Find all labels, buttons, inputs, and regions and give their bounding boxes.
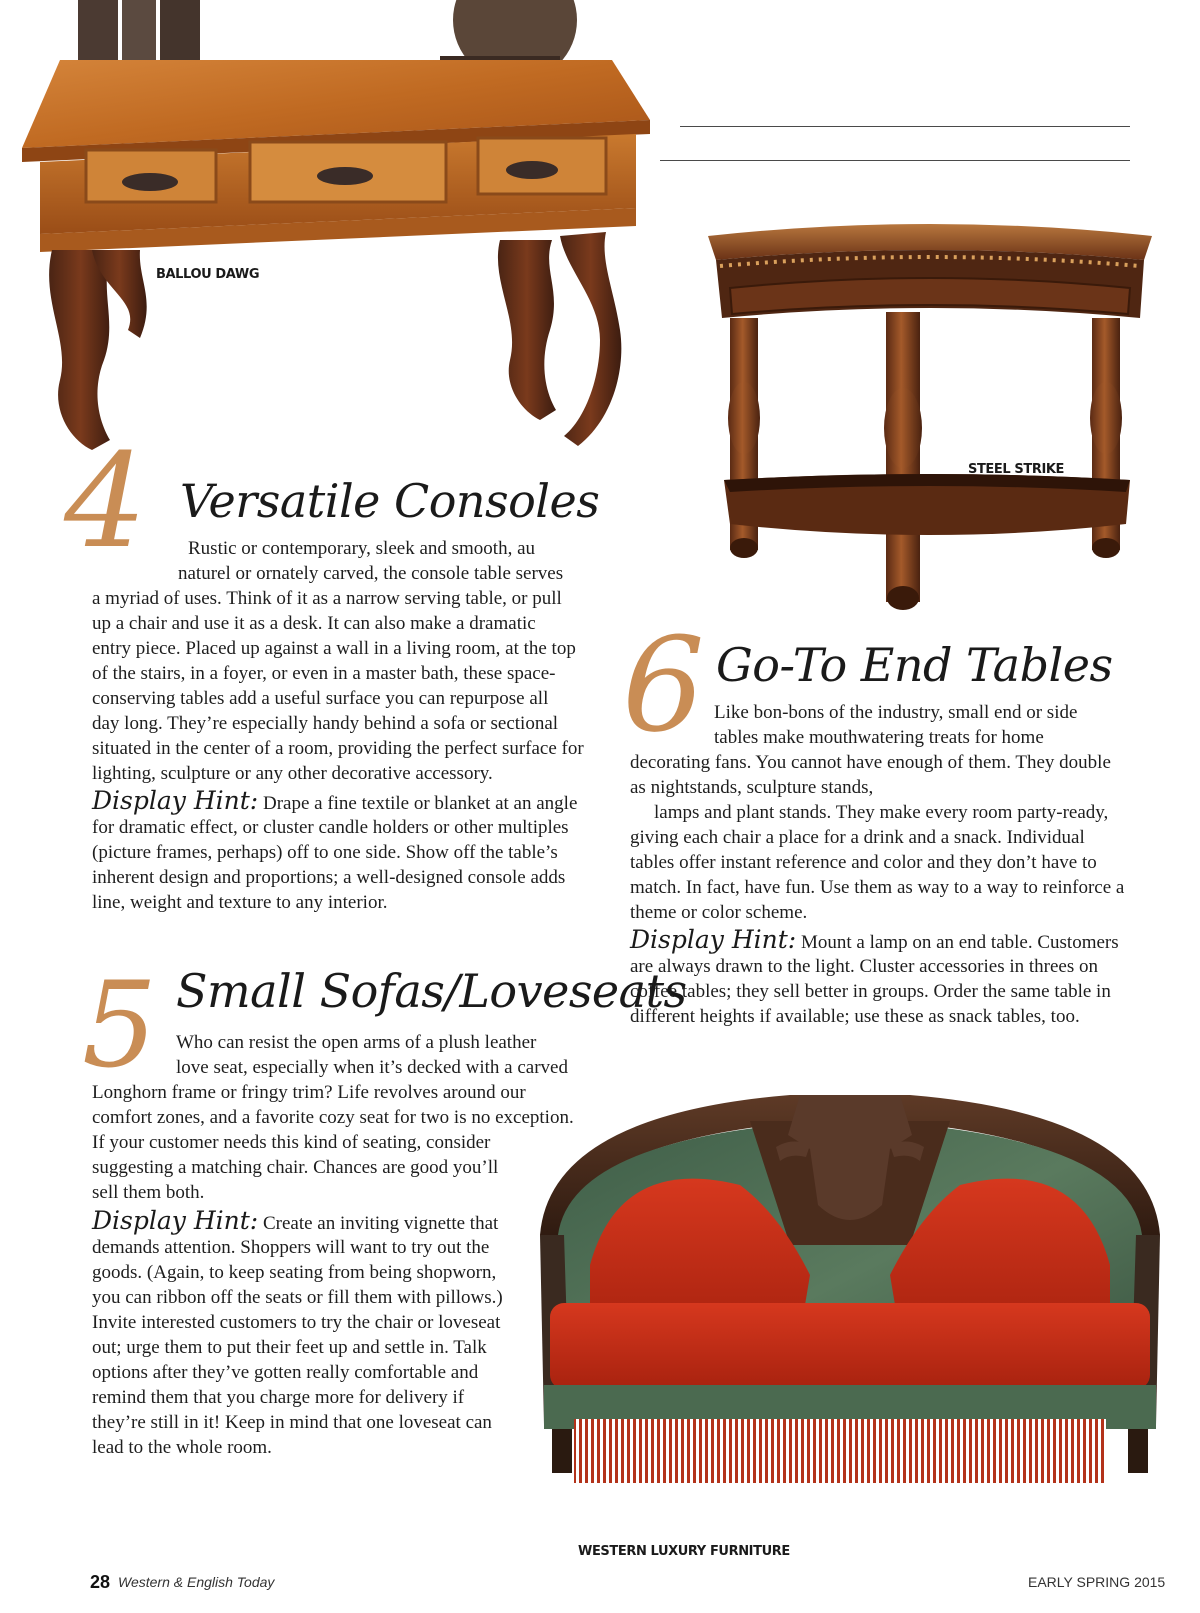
section-6-hint-label: Display Hint: bbox=[630, 925, 797, 954]
section-4-number: 4 bbox=[64, 425, 147, 577]
section-4-line-1 bbox=[188, 536, 535, 561]
section-5-hint bbox=[92, 1208, 498, 1236]
section-5-hint-label: Display Hint: bbox=[92, 1206, 259, 1235]
photo-credit-console: BALLOU DAWG bbox=[156, 267, 260, 282]
loveseat-photo bbox=[530, 1095, 1170, 1525]
section-5-hint-text: Create an inviting vignette that bbox=[262, 1213, 499, 1234]
section-5-hint-line-10: lead to the whole room. bbox=[92, 1437, 272, 1458]
photo-credit-end-table: STEEL STRIKE bbox=[968, 462, 1065, 477]
section-5-line-2: love seat, especially when it’s decked with a carved bbox=[176, 1057, 568, 1078]
section-4-line-9: situated in the center of a room, providing the perfect surface for bbox=[92, 738, 584, 759]
section-5-hint-line-9: they’re still in it! Keep in mind that one loveseat can bbox=[92, 1412, 492, 1433]
section-6-line-7: tables offer instant reference and color and they don’t have to bbox=[630, 852, 1097, 873]
section-6-hint bbox=[630, 927, 1119, 955]
section-4-hint-line-4: inherent design and proportions; a well-designed console adds bbox=[92, 867, 566, 888]
section-4-line-4: up a chair and use it as a desk. It can also make a dramatic bbox=[92, 613, 536, 634]
section-6-line-5: lamps and plant stands. They make every room party-ready, bbox=[654, 802, 1109, 823]
section-5-line-3: Longhorn frame or fringy trim? Life revolves around our bbox=[92, 1082, 526, 1103]
section-5-hint-line-7: options after they’ve gotten really comfortable and bbox=[92, 1362, 479, 1383]
section-4-line-10: lighting, sculpture or any other decorative accessory. bbox=[92, 763, 493, 784]
section-6-hint-line-4: different heights if available; use these as snack tables, too. bbox=[630, 1006, 1080, 1027]
section-4-line-3: a myriad of uses. Think of it as a narrow serving table, or pull bbox=[92, 588, 562, 609]
section-6-line-4: as nightstands, sculpture stands, bbox=[630, 777, 874, 798]
section-4-line-6: of the stairs, in a foyer, or even in a master bath, these space- bbox=[92, 663, 556, 684]
section-5-hint-line-3: goods. (Again, to keep seating from being shopworn, bbox=[92, 1262, 497, 1283]
section-4-hint-label: Display Hint: bbox=[92, 786, 259, 815]
section-6-line-8: match. In fact, have fun. Use them as way to a way to reinforce a bbox=[630, 877, 1125, 898]
section-5-line-1: Who can resist the open arms of a plush leather bbox=[176, 1032, 537, 1053]
section-4-line-1-text: Rustic or contemporary, sleek and smooth, au bbox=[188, 538, 536, 559]
section-4-line-5: entry piece. Placed up against a wall in a living room, at the top bbox=[92, 638, 576, 659]
publication-name: Western & English Today bbox=[118, 1574, 275, 1590]
section-6-line-9: theme or color scheme. bbox=[630, 902, 808, 923]
section-6-hint-line-3: coffee tables; they sell better in groups. Order the same table in bbox=[630, 981, 1111, 1002]
section-6-line-2: tables make mouthwatering treats for home bbox=[714, 727, 1044, 748]
section-4-hint-line-2: for dramatic effect, or cluster candle holders or other multiples bbox=[92, 817, 569, 838]
section-6-title: Go-To End Tables bbox=[716, 638, 1113, 692]
end-table-photo bbox=[700, 218, 1160, 618]
section-6-line-3: decorating fans. You cannot have enough of them. They double bbox=[630, 752, 1111, 773]
section-5-hint-line-4: you can ribbon off the seats or fill them with pillows.) bbox=[92, 1287, 503, 1308]
section-5-hint-line-6: out; urge them to put their feet up and settle in. Talk bbox=[92, 1337, 487, 1358]
section-5-hint-line-8: remind them that you charge more for delivery if bbox=[92, 1387, 465, 1408]
section-4-line-2: naturel or ornately carved, the console table serves bbox=[178, 563, 564, 584]
section-5-title: Small Sofas/Loveseats bbox=[176, 964, 687, 1018]
page-number: 28 bbox=[90, 1572, 111, 1592]
section-5-line-4: comfort zones, and a favorite cozy seat for two is no exception. bbox=[92, 1107, 574, 1128]
decorative-rule-bottom bbox=[660, 160, 1130, 161]
section-6-hint-text: Mount a lamp on an end table. Customers bbox=[800, 932, 1119, 953]
section-4-line-7: conserving tables add a useful surface you can repurpose all bbox=[92, 688, 549, 709]
photo-credit-loveseat: WESTERN LUXURY FURNITURE bbox=[578, 1544, 790, 1559]
section-6-number: 6 bbox=[622, 609, 705, 761]
issue-date: EARLY SPRING 2015 bbox=[1028, 1574, 1166, 1590]
section-5-line-7: sell them both. bbox=[92, 1182, 205, 1203]
section-4-hint bbox=[92, 788, 577, 816]
section-4-hint-line-3: (picture frames, perhaps) off to one side. Show off the table’s bbox=[92, 842, 558, 863]
section-5-hint-line-2: demands attention. Shoppers will want to try out the bbox=[92, 1237, 490, 1258]
decorative-rule-top bbox=[680, 126, 1130, 127]
section-4-hint-text: Drape a fine textile or blanket at an angle bbox=[262, 793, 578, 814]
section-6-hint-line-2: are always drawn to the light. Cluster accessories in threes on bbox=[630, 956, 1098, 977]
section-4-hint-line-5: line, weight and texture to any interior. bbox=[92, 892, 388, 913]
section-5-line-5: If your customer needs this kind of seating, consider bbox=[92, 1132, 491, 1153]
section-5-line-6: suggesting a matching chair. Chances are good you’ll bbox=[92, 1157, 499, 1178]
section-5-number: 5 bbox=[82, 956, 158, 1094]
section-5-hint-line-5: Invite interested customers to try the chair or loveseat bbox=[92, 1312, 501, 1333]
section-6-line-1: Like bon-bons of the industry, small end or side bbox=[714, 702, 1078, 723]
console-table-photo bbox=[0, 0, 680, 470]
section-6-line-6: giving each chair a place for a drink and a snack. Individual bbox=[630, 827, 1085, 848]
section-4-line-8: day long. They’re especially handy behind a sofa or sectional bbox=[92, 713, 559, 734]
section-4-title: Versatile Consoles bbox=[180, 474, 600, 528]
